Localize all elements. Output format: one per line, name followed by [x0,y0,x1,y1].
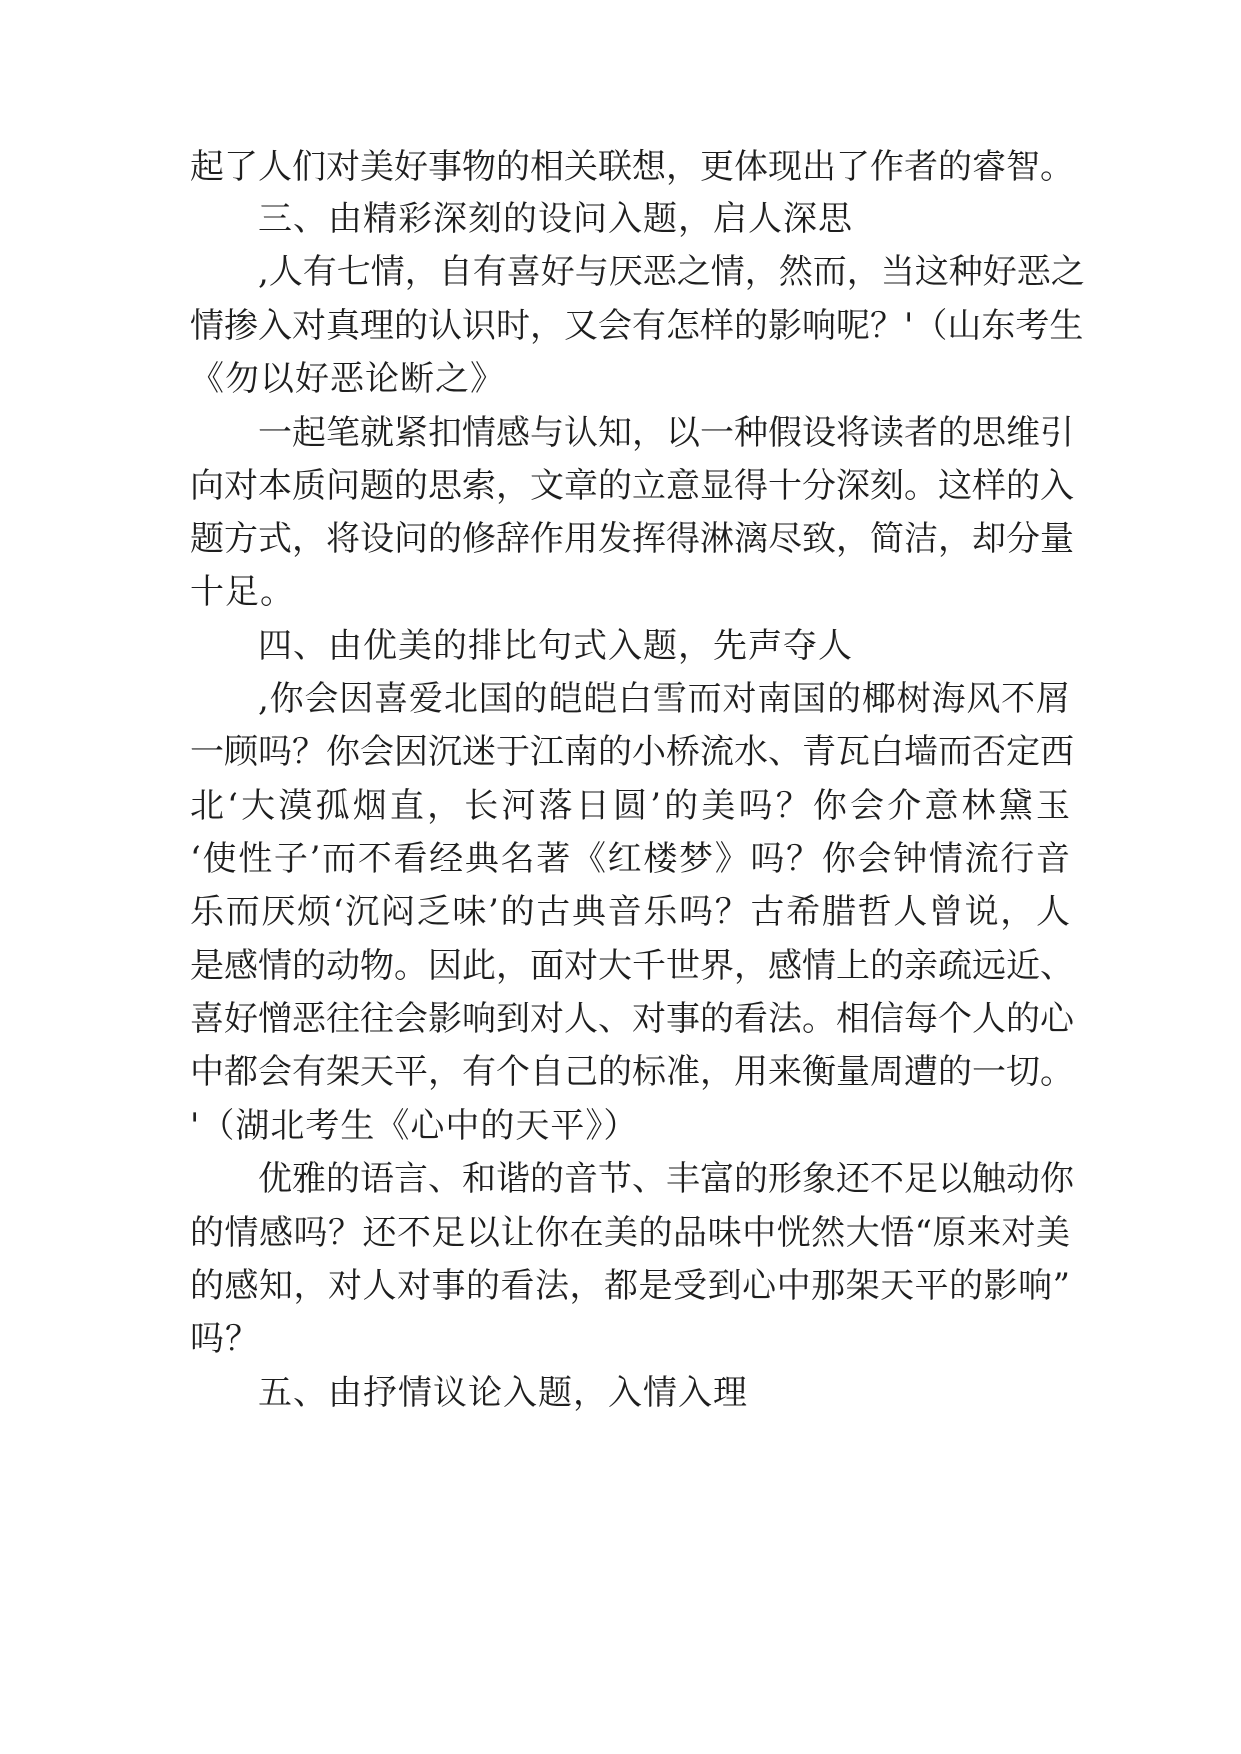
text-line: 情掺入对真理的认识时，又会有怎样的影响呢？'（山东考生 [190,306,1084,346]
text-line: 向对本质问题的思索，文章的立意显得十分深刻。这样的入 [190,466,1074,506]
text-line: ,你会因喜爱北国的皑皑白雪而对南国的椰树海风不屑 [258,679,1070,719]
text-line: 中都会有架天平，有个自己的标准，用来衡量周遭的一切。 [190,1052,1074,1092]
text-line: 十足。 [190,572,295,612]
text-line: 《勿以好恶论断之》 [190,359,505,399]
section-heading: 五、由抒情议论入题，入情入理 [258,1373,748,1413]
text-line: 喜好憎恶往往会影响到对人、对事的看法。相信每个人的心 [190,999,1074,1039]
text-line: ‘使性子’而不看经典名著《红楼梦》吗？你会钟情流行音 [190,839,1070,879]
text-line: 北‘大漠孤烟直，长河落日圆’的美吗？你会介意林黛玉 [190,786,1070,826]
text-line: 的情感吗？还不足以让你在美的品味中恍然大悟“原来对美 [190,1213,1070,1253]
text-line: 的感知，对人对事的看法，都是受到心中那架天平的影响” [190,1266,1070,1306]
text-line: 起了人们对美好事物的相关联想，更体现出了作者的睿智。 [190,147,1074,187]
text-line: 优雅的语言、和谐的音节、丰富的形象还不足以触动你 [258,1159,1074,1199]
text-line: 乐而厌烦‘沉闷乏味’的古典音乐吗？古希腊哲人曾说，人 [190,892,1070,932]
text-line: 一顾吗？你会因沉迷于江南的小桥流水、青瓦白墙而否定西 [190,732,1074,772]
text-line: 题方式，将设问的修辞作用发挥得淋漓尽致，简洁，却分量 [190,519,1074,559]
text-line: 是感情的动物。因此，面对大千世界，感情上的亲疏远近、 [190,946,1074,986]
text-line: ,人有七情，自有喜好与厌恶之情，然而，当这种好恶之 [258,252,1085,292]
section-heading: 三、由精彩深刻的设问入题，启人深思 [258,199,853,239]
text-line: 吗？ [190,1319,260,1359]
text-line: 一起笔就紧扣情感与认知，以一种假设将读者的思维引 [258,413,1074,453]
section-heading: 四、由优美的排比句式入题，先声夺人 [258,626,853,666]
text-line: '（湖北考生《心中的天平》） [190,1106,639,1146]
